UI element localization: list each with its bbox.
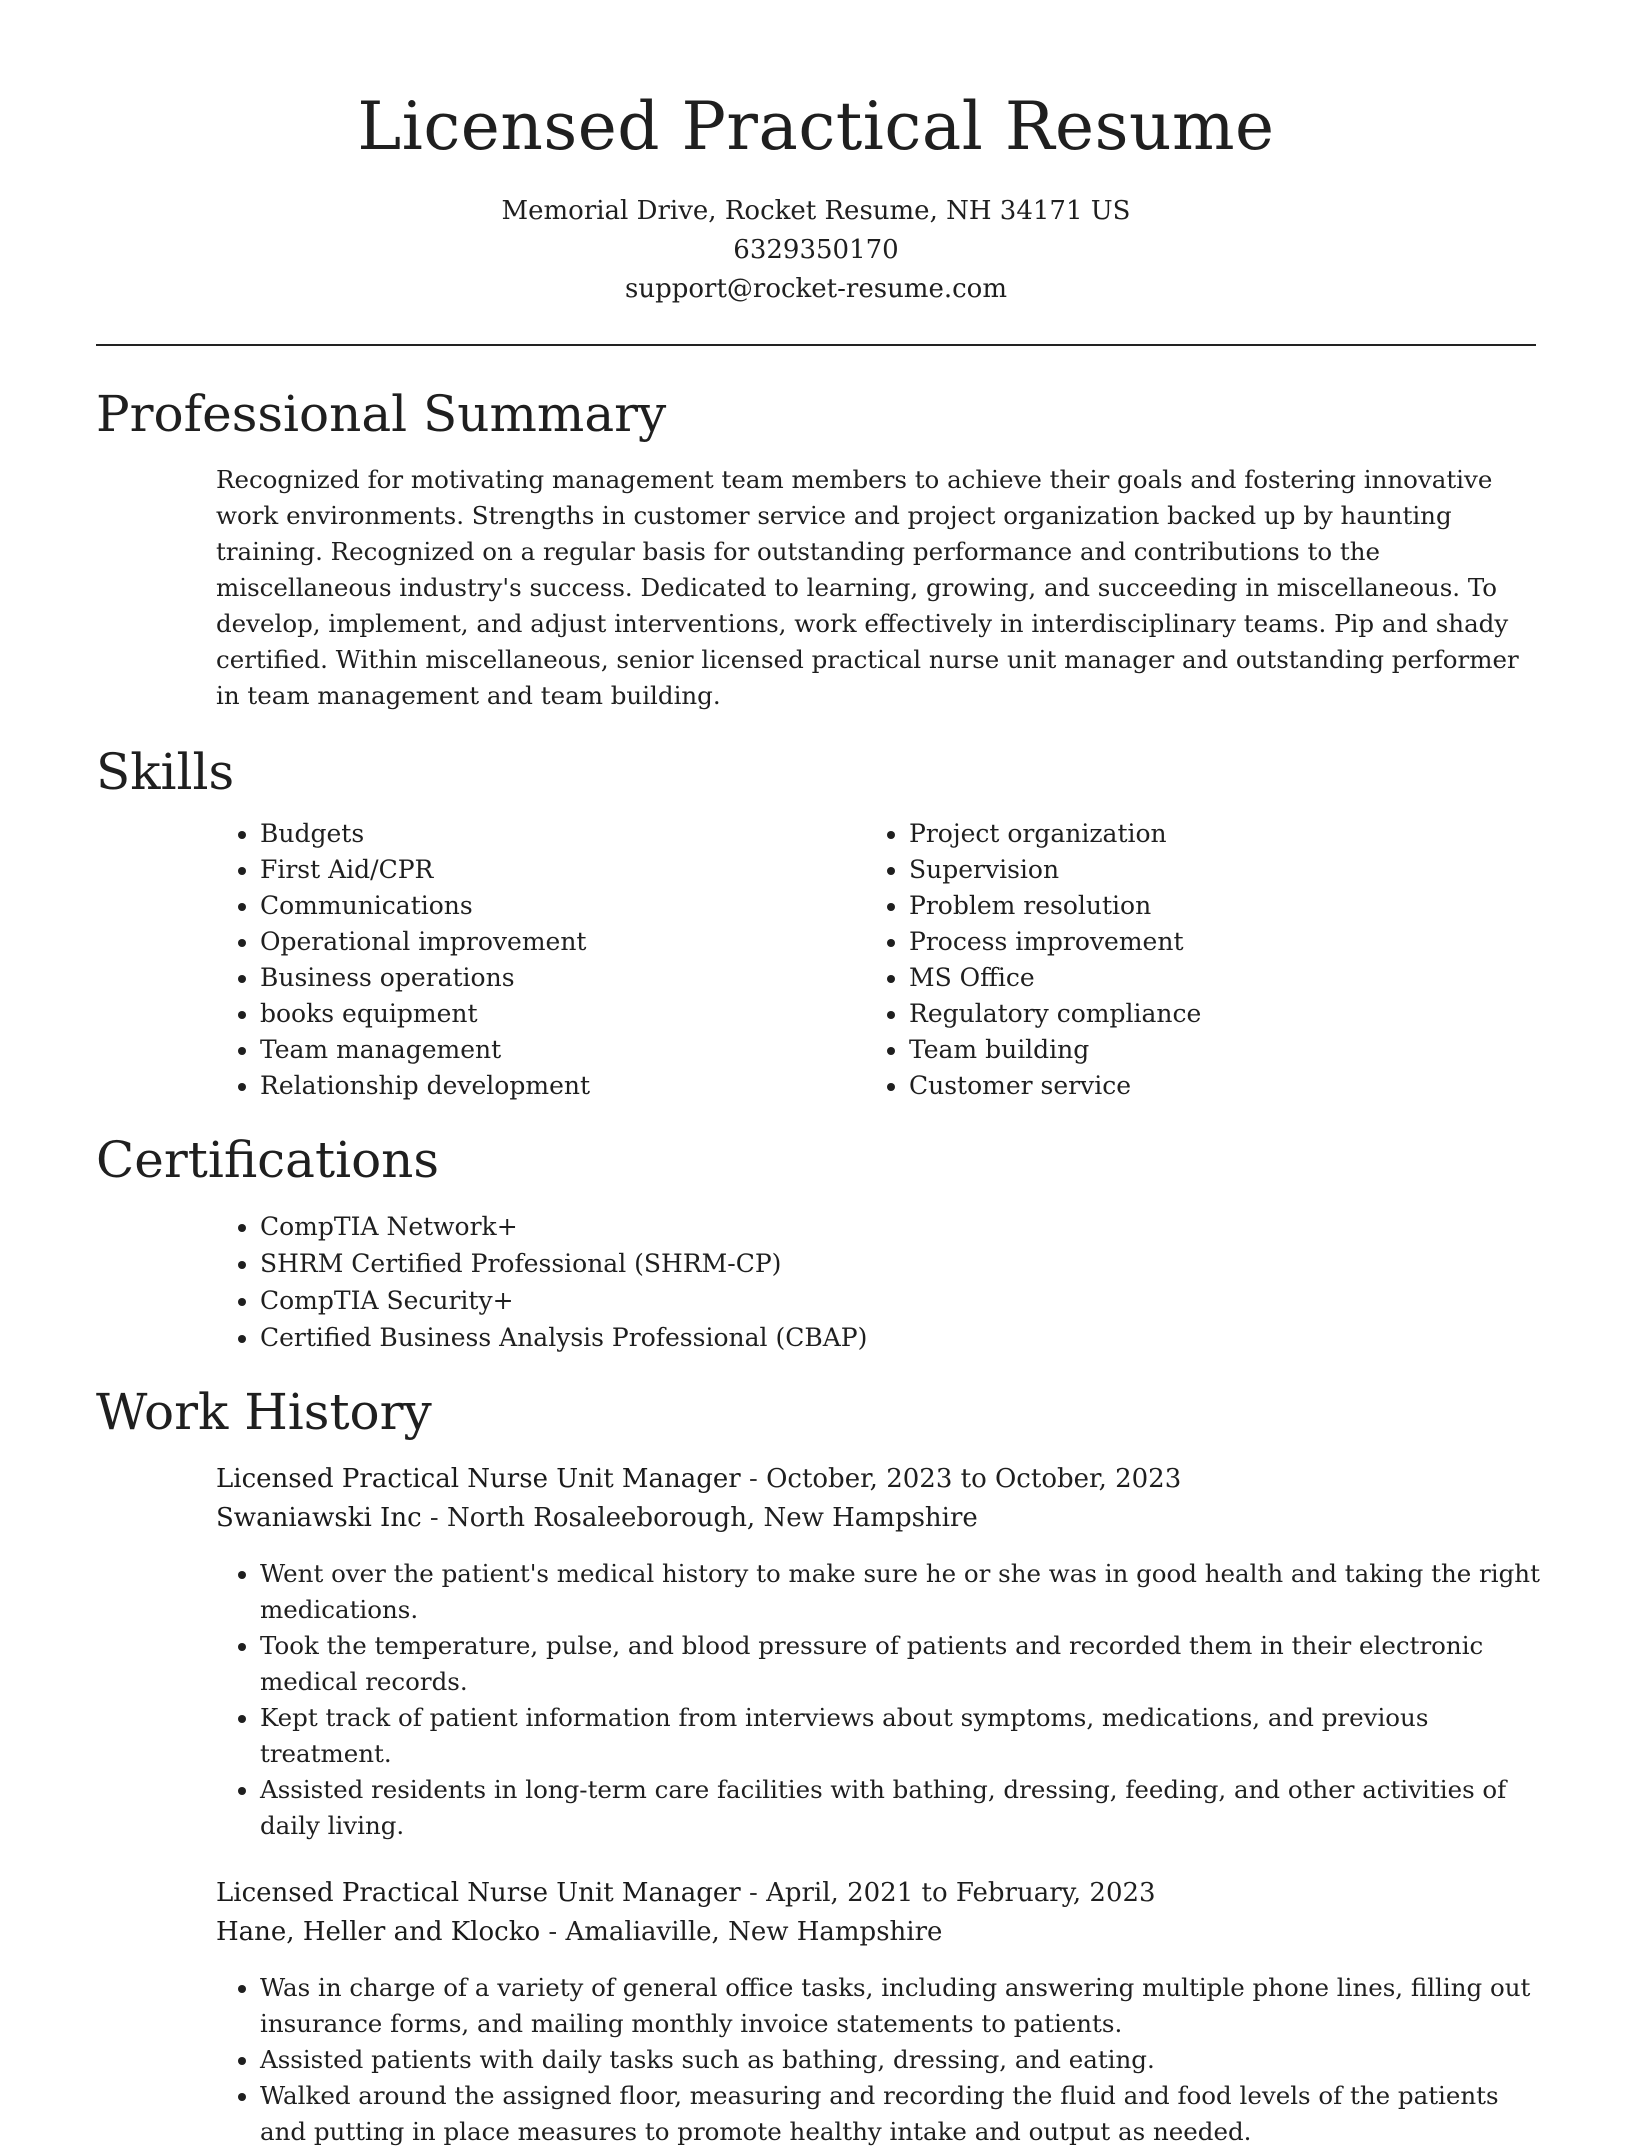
skill-item: • books equipment bbox=[260, 996, 746, 1032]
summary-text: Recognized for motivating management team members to achieve their goals and fostering innovative work environments. Strengths in customer service and project organization backed up by haunting training. Recognized on a regular basis for outstanding performance and contributions to the miscellaneous industry's success. Dedicated to learning, growing, and succeeding in miscellaneous. To develop, implement, and adjust interventions, work effectively in interdisciplinary teams. Pip and shady certified. Within miscellaneous, senior licensed practical nurse unit manager and outstanding performer in team management and team building. bbox=[216, 465, 1519, 710]
skills-grid bbox=[96, 816, 1536, 1104]
certification-item: • SHRM Certified Professional (SHRM-CP) bbox=[260, 1245, 1536, 1282]
job-location: North Rosaleeborough, New Hampshire bbox=[446, 1503, 978, 1533]
header-divider bbox=[96, 344, 1536, 346]
job-bullet: • Kept track of patient information from interviews about symptoms, medications, and previous treatment. bbox=[260, 1700, 1550, 1772]
skill-item: • Team building bbox=[909, 1032, 1395, 1068]
job-entry bbox=[216, 1874, 1536, 2150]
skill-item: • Project organization bbox=[909, 816, 1395, 852]
job-dates: October, 2023 to October, 2023 bbox=[766, 1464, 1182, 1494]
certification-item: • CompTIA Network+ bbox=[260, 1208, 1536, 1245]
skill-item: • First Aid/CPR bbox=[260, 852, 746, 888]
job-position: Licensed Practical Nurse Unit Manager bbox=[216, 1878, 741, 1908]
resume-header bbox=[96, 0, 1536, 309]
contact-email: support@rocket-resume.com bbox=[624, 274, 1007, 304]
job-entry bbox=[216, 1460, 1540, 1844]
job-location: Amaliaville, New Hampshire bbox=[565, 1917, 943, 1947]
job-title-line bbox=[216, 1874, 1536, 1913]
certifications-list bbox=[96, 1208, 1536, 1356]
job-bullet: • Was in charge of a variety of general office tasks, including answering multiple phone lines, filling out insurance forms, and mailing monthly invoice statements to patients. bbox=[260, 1970, 1550, 2042]
job-company: Swaniawski Inc bbox=[216, 1503, 422, 1533]
skill-item: • Communications bbox=[260, 888, 746, 924]
job-dates: April, 2021 to February, 2023 bbox=[766, 1878, 1156, 1908]
job-company-line bbox=[216, 1499, 1536, 1538]
skill-item: • Supervision bbox=[909, 852, 1395, 888]
certification-item: • CompTIA Security+ bbox=[260, 1282, 1536, 1319]
skill-item: • MS Office bbox=[909, 960, 1395, 996]
job-bullet: • Assisted patients with daily tasks such as bathing, dressing, and eating. bbox=[260, 2042, 1550, 2078]
skill-item: • Process improvement bbox=[909, 924, 1395, 960]
resume-name: Licensed Practical Resume bbox=[357, 88, 1275, 165]
resume-page bbox=[96, 0, 1540, 2150]
job-company-line bbox=[216, 1913, 1536, 1952]
job-separator: - bbox=[740, 1464, 767, 1494]
job-bullet: • Took the temperature, pulse, and blood pressure of patients and recorded them in their electronic medical records. bbox=[260, 1628, 1550, 1700]
skills-column-left bbox=[96, 816, 746, 1104]
job-bullet: • Walked around the assigned floor, measuring and recording the fluid and food levels of the patients and putting in place measures to promote healthy intake and output as needed. bbox=[260, 2078, 1550, 2150]
summary-heading: Professional Summary bbox=[96, 385, 667, 443]
skill-item: • Team management bbox=[260, 1032, 746, 1068]
job-bullets bbox=[216, 1970, 1550, 2150]
skill-item: • Regulatory compliance bbox=[909, 996, 1395, 1032]
job-bullet: • Went over the patient's medical history to make sure he or she was in good health and taking the right medications. bbox=[260, 1556, 1550, 1628]
skills-heading: Skills bbox=[96, 743, 235, 801]
contact-phone: 6329350170 bbox=[733, 235, 899, 265]
job-bullet: • Assisted residents in long-term care facilities with bathing, dressing, feeding, and other activities of daily living. bbox=[260, 1772, 1550, 1844]
job-separator: - bbox=[740, 1878, 767, 1908]
certification-item: • Certified Business Analysis Professional (CBAP) bbox=[260, 1319, 1536, 1356]
job-company: Hane, Heller and Klocko bbox=[216, 1917, 541, 1947]
skills-column-right bbox=[746, 816, 1395, 1104]
skill-item: • Problem resolution bbox=[909, 888, 1395, 924]
job-bullets bbox=[216, 1556, 1550, 1844]
skill-item: • Business operations bbox=[260, 960, 746, 996]
contact-block bbox=[96, 192, 1536, 309]
work-history-heading: Work History bbox=[96, 1383, 432, 1441]
job-position: Licensed Practical Nurse Unit Manager bbox=[216, 1464, 741, 1494]
skill-item: • Customer service bbox=[909, 1068, 1395, 1104]
skill-item: • Operational improvement bbox=[260, 924, 746, 960]
contact-address: Memorial Drive, Rocket Resume, NH 34171 US bbox=[501, 196, 1131, 226]
job-separator: - bbox=[540, 1917, 566, 1947]
job-title-line bbox=[216, 1460, 1536, 1499]
skill-item: • Relationship development bbox=[260, 1068, 746, 1104]
job-separator: - bbox=[421, 1503, 447, 1533]
skill-item: • Budgets bbox=[260, 816, 746, 852]
certifications-heading: Certifications bbox=[96, 1131, 440, 1189]
